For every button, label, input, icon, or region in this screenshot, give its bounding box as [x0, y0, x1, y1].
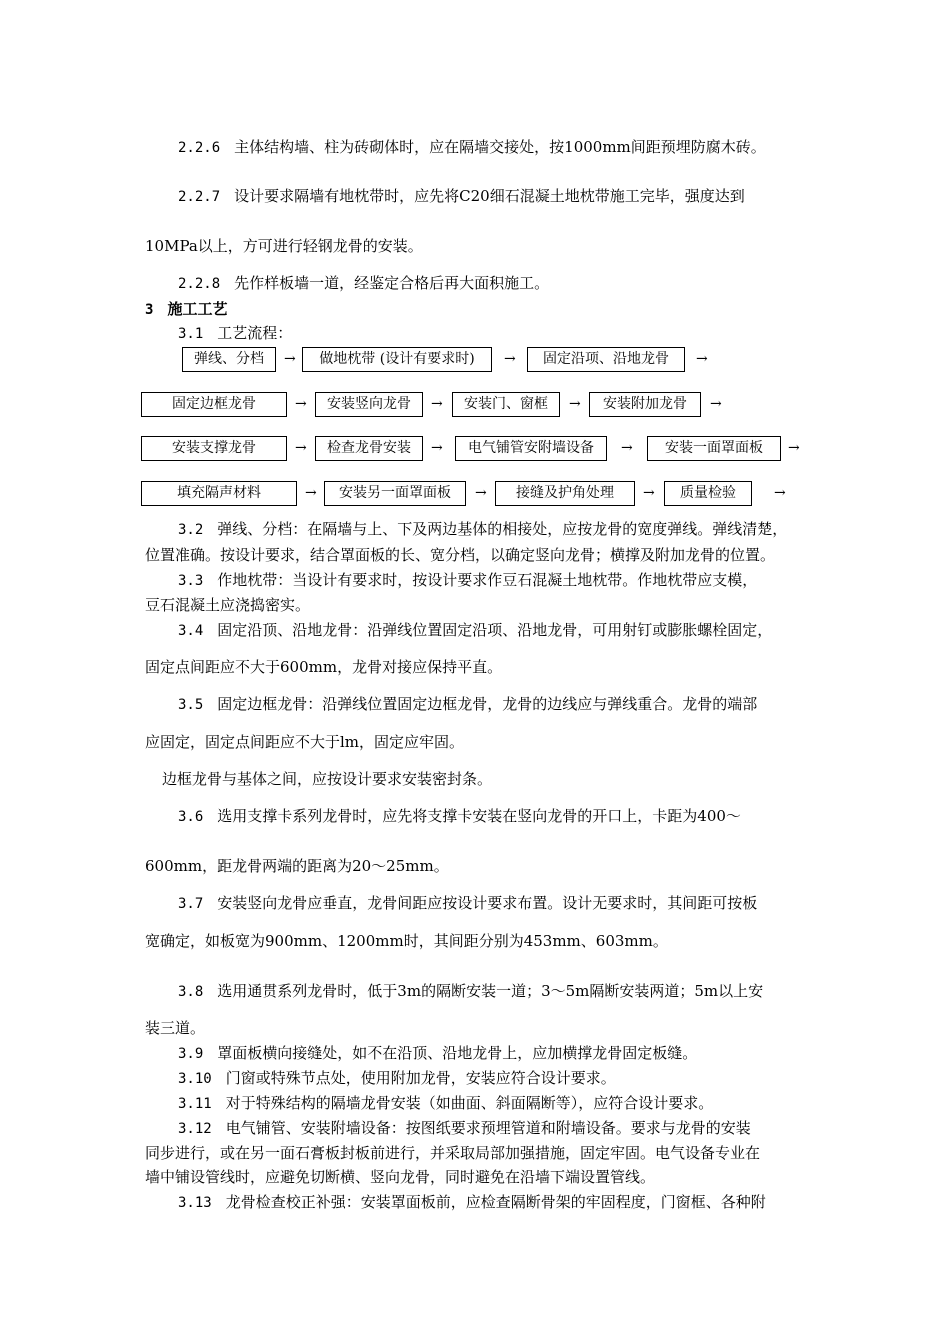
- arrow-icon: →: [569, 396, 581, 412]
- para-text: 罩面板横向接缝处，如不在沿顶、沿地龙骨上，应加横撑龙骨固定板缝。: [217, 1044, 698, 1062]
- flow-step: 安装门、窗框: [452, 392, 560, 417]
- para-text: 工艺流程：: [217, 324, 293, 342]
- arrow-icon: →: [774, 485, 786, 501]
- para-3-9: [178, 1043, 697, 1064]
- flow-step: 安装另一面罩面板: [324, 481, 466, 506]
- para-number: 3.10: [178, 1071, 212, 1087]
- para-3-12: [178, 1118, 751, 1139]
- arrow-icon: →: [475, 485, 487, 501]
- para-3-10: [178, 1068, 616, 1089]
- arrow-icon: →: [295, 396, 307, 412]
- flow-step: 弹线、分档: [182, 347, 276, 372]
- para-3-6-cont: 600mm，距龙骨两端的距离为20～25mm。: [145, 857, 449, 875]
- para-3-6: [178, 806, 741, 827]
- para-2-2-6: [178, 137, 766, 158]
- para-number: 3.9: [178, 1046, 204, 1062]
- para-text: 龙骨检查校正补强：安装罩面板前，应检查隔断骨架的牢固程度，门窗框、各种附: [225, 1193, 766, 1211]
- para-3-5: [178, 694, 757, 715]
- para-number: 3.7: [178, 896, 204, 912]
- para-text: 对于特殊结构的隔墙龙骨安装（如曲面、斜面隔断等），应符合设计要求。: [225, 1094, 714, 1112]
- arrow-icon: →: [643, 485, 655, 501]
- arrow-icon: →: [504, 351, 516, 367]
- para-2-2-7-cont: 10MPa以上，方可进行轻钢龙骨的安装。: [145, 237, 423, 255]
- arrow-icon: →: [621, 440, 633, 456]
- para-text: 安装竖向龙骨应垂直，龙骨间距应按设计要求布置。设计无要求时，其间距可按板: [217, 894, 758, 912]
- para-3-7-cont: 宽确定，如板宽为900mm、1200mm时，其间距分别为453mm、603mm。: [145, 932, 668, 950]
- para-3-12-cont: 同步进行，或在另一面石膏板封板前进行，并采取局部加强措施，固定牢固。电气设备专业在: [145, 1144, 761, 1162]
- para-3-4: [178, 620, 772, 641]
- section-title: 施工工艺: [167, 300, 228, 318]
- para-3-3-cont: 豆石混凝土应浇捣密实。: [145, 596, 311, 614]
- para-3-12-cont2: 墙中铺设管线时，应避免切断横、竖向龙骨，同时避免在沿墙下端设置管线。: [145, 1168, 656, 1186]
- para-number: 2.2.7: [178, 189, 221, 205]
- flow-step: 电气铺管安附墙设备: [455, 436, 607, 461]
- para-2-2-8: [178, 273, 549, 294]
- para-number: 3.11: [178, 1096, 212, 1112]
- para-text: 门窗或特殊节点处，使用附加龙骨，安装应符合设计要求。: [225, 1069, 616, 1087]
- flow-step: 做地枕带 (设计有要求时): [302, 347, 492, 372]
- para-number: 3.12: [178, 1121, 212, 1137]
- para-3-4-cont: 固定点间距应不大于600mm，龙骨对接应保持平直。: [145, 658, 503, 676]
- flow-step: 接缝及护角处理: [495, 481, 635, 506]
- flow-step: 质量检验: [664, 481, 752, 506]
- para-number: 3.1: [178, 326, 204, 342]
- para-number: 3.4: [178, 623, 204, 639]
- para-number: 3.13: [178, 1195, 212, 1211]
- flow-step: 安装竖向龙骨: [315, 392, 423, 417]
- para-text: 弹线、分档：在隔墙与上、下及两边基体的相接处，应按龙骨的宽度弹线。弹线清楚，: [217, 520, 788, 538]
- para-text: 选用通贯系列龙骨时，低于3m的隔断安装一道；3～5m隔断安装两道；5m以上安: [217, 982, 764, 1000]
- para-text: 先作样板墙一道，经鉴定合格后再大面积施工。: [234, 274, 550, 292]
- para-3-5-cont: 应固定，固定点间距应不大于lm，固定应牢固。: [145, 733, 465, 751]
- flow-step: 安装支撑龙骨: [141, 436, 287, 461]
- flow-step: 固定沿项、沿地龙骨: [527, 347, 685, 372]
- para-number: 3.6: [178, 809, 204, 825]
- para-2-2-7: [178, 186, 745, 207]
- para-number: 2.2.6: [178, 140, 221, 156]
- arrow-icon: →: [788, 440, 800, 456]
- flow-step: 填充隔声材料: [141, 481, 297, 506]
- para-number: 2.2.8: [178, 276, 221, 292]
- para-text: 固定沿顶、沿地龙骨：沿弹线位置固定沿项、沿地龙骨，可用射钉或膨胀螺栓固定，: [217, 621, 773, 639]
- arrow-icon: →: [431, 396, 443, 412]
- para-number: 3.8: [178, 984, 204, 1000]
- para-3-3: [178, 570, 757, 591]
- section-heading: [145, 299, 227, 320]
- flow-step: 检查龙骨安装: [315, 436, 423, 461]
- para-3-5-cont2: 边框龙骨与基体之间，应按设计要求安装密封条。: [162, 770, 493, 788]
- para-number: 3.2: [178, 522, 204, 538]
- para-3-1: [178, 323, 292, 344]
- section-number: 3: [145, 302, 154, 318]
- flow-step: 固定边框龙骨: [141, 392, 287, 417]
- arrow-icon: →: [295, 440, 307, 456]
- para-3-8: [178, 981, 763, 1002]
- para-text: 电气铺管、安装附墙设备：按图纸要求预埋管道和附墙设备。要求与龙骨的安装: [225, 1119, 751, 1137]
- para-3-11: [178, 1093, 713, 1114]
- para-3-7: [178, 893, 757, 914]
- para-text: 作地枕带：当设计有要求时，按设计要求作豆石混凝土地枕带。作地枕带应支模，: [217, 571, 758, 589]
- para-text: 固定边框龙骨：沿弹线位置固定边框龙骨，龙骨的边线应与弹线重合。龙骨的端部: [217, 695, 758, 713]
- para-number: 3.5: [178, 697, 204, 713]
- para-3-13: [178, 1192, 766, 1213]
- para-text: 设计要求隔墙有地枕带时，应先将C20细石混凝土地枕带施工完毕，强度达到: [234, 187, 745, 205]
- flow-step: 安装一面罩面板: [647, 436, 781, 461]
- arrow-icon: →: [710, 396, 722, 412]
- para-number: 3.3: [178, 573, 204, 589]
- para-3-2: [178, 519, 787, 540]
- flow-step: 安装附加龙骨: [589, 392, 701, 417]
- para-text: 选用支撑卡系列龙骨时，应先将支撑卡安装在竖向龙骨的开口上，卡距为400～: [217, 807, 741, 825]
- arrow-icon: →: [305, 485, 317, 501]
- para-text: 主体结构墙、柱为砖砌体时，应在隔墙交接处，按1000mm间距预埋防腐木砖。: [234, 138, 766, 156]
- arrow-icon: →: [696, 351, 708, 367]
- arrow-icon: →: [284, 351, 296, 367]
- para-3-2-cont: 位置准确。按设计要求，结合罩面板的长、宽分档，以确定竖向龙骨；横撑及附加龙骨的位置。: [145, 546, 776, 564]
- arrow-icon: →: [431, 440, 443, 456]
- para-3-8-cont: 装三道。: [145, 1019, 206, 1037]
